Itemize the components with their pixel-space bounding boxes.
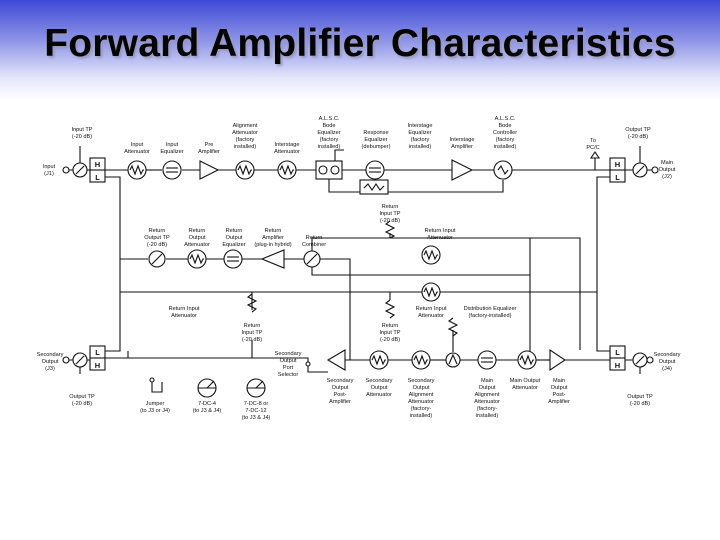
input-label: Input (J1) bbox=[42, 164, 56, 177]
svg-text:L: L bbox=[95, 348, 100, 357]
return-output-equalizer-icon bbox=[224, 250, 242, 268]
input-port-icon bbox=[63, 167, 69, 173]
secondary-left-diplex-filter bbox=[90, 346, 105, 370]
distribution-equalizer-icon bbox=[446, 353, 460, 367]
return-output-equalizer-label: Return Output Equalizer bbox=[222, 228, 246, 248]
return-input-tp-1-label: Return Input TP (-20 dB) bbox=[379, 204, 401, 224]
diplex-l-label: L bbox=[95, 173, 100, 182]
output-tp-bottom-right-label: Output TP (-20 dB) bbox=[627, 394, 653, 407]
secondary-output-right-port-icon bbox=[647, 357, 653, 363]
secondary-output-post-amplifier-icon bbox=[328, 350, 345, 370]
dc8-label: 7-DC-8 or 7-DC-12 (to J3 & J4) bbox=[241, 401, 271, 421]
output-tp-bottom-left-icon bbox=[73, 353, 87, 367]
return-amplifier-label: Return Amplifier (plug-in hybrid) bbox=[254, 228, 292, 248]
svg-text:L: L bbox=[615, 173, 620, 182]
return-input-attenuator-1-label: Return Input Attenuator bbox=[424, 228, 456, 241]
interstage-attenuator-label: Interstage Attenuator bbox=[274, 142, 300, 155]
return-input-attenuator-1-icon bbox=[422, 246, 440, 264]
input-diplex-filter bbox=[90, 158, 105, 182]
interstage-equalizer-label: Interstage Equalizer (factory installed) bbox=[407, 123, 433, 150]
secondary-output-alignment-attenuator-label: Secondary Output Alignment Attenuator (factory-installed) bbox=[407, 378, 435, 419]
slide-title: Forward Amplifier Characteristics bbox=[44, 22, 676, 65]
svg-text:L: L bbox=[615, 348, 620, 357]
secondary-output-attenuator-label: Secondary Output Attenuator bbox=[365, 378, 393, 398]
input-attenuator-icon bbox=[128, 161, 146, 179]
output-tp-bottom-right-icon bbox=[633, 353, 647, 367]
svg-text:H: H bbox=[94, 361, 101, 370]
secondary-output-left-label: Secondary Output (J3) bbox=[36, 352, 64, 372]
return-input-attenuator-2-icon bbox=[422, 283, 440, 301]
return-output-attenuator-icon bbox=[188, 250, 206, 268]
dc4-label: 7-DC-4 (to J3 & J4) bbox=[192, 401, 222, 414]
return-input-attenuator-left-label: Return Input Attenuator bbox=[168, 306, 200, 319]
svg-text:H: H bbox=[614, 160, 621, 169]
jumper-label: Jumper (to J3 or J4) bbox=[140, 401, 170, 414]
output-diplex-filter bbox=[610, 158, 625, 182]
main-output-attenuator-label: Main Output Attenuator bbox=[509, 378, 541, 391]
output-tp-top-icon bbox=[633, 163, 647, 177]
response-equalizer-label: Response Equalizer (debumper) bbox=[361, 130, 391, 150]
distribution-equalizer-label: Distribution Equalizer (factory-installed) bbox=[463, 306, 517, 319]
main-output-alignment-attenuator-label: Main Output Alignment Attenuator (factory-installed) bbox=[474, 378, 500, 419]
alignment-attenuator-icon bbox=[236, 161, 254, 179]
secondary-output-left-port-icon bbox=[63, 357, 69, 363]
input-tp-icon bbox=[73, 163, 87, 177]
alsc-bode-controller-icon bbox=[494, 161, 512, 179]
output-tp-bottom-left-label: Output TP (-20 dB) bbox=[69, 394, 95, 407]
dc8-icon bbox=[247, 379, 265, 397]
dc4-icon bbox=[198, 379, 216, 397]
pre-amplifier-label: Pre Amplifier bbox=[198, 142, 220, 155]
interstage-attenuator-icon bbox=[278, 161, 296, 179]
input-tp-label: Input TP (-20 dB) bbox=[71, 127, 93, 140]
return-output-tp-label: Return Output TP (-20 dB) bbox=[144, 228, 170, 248]
alsc-bode-equalizer-icon bbox=[316, 161, 342, 179]
alsc-bode-equalizer-label: A.L.S.C. Bode Equalizer (factory installed) bbox=[317, 116, 341, 150]
main-output-post-amplifier-icon bbox=[550, 350, 565, 370]
interstage-amplifier-label: Interstage Amplifier bbox=[449, 137, 475, 150]
return-combiner-icon bbox=[304, 251, 320, 267]
input-equalizer-icon bbox=[163, 161, 181, 179]
return-amplifier-icon bbox=[262, 250, 284, 268]
main-output-top-label: Main Output (J2) bbox=[658, 160, 676, 180]
main-output-alignment-attenuator-icon bbox=[478, 351, 496, 369]
pre-amplifier-icon bbox=[200, 161, 218, 179]
alignment-attenuator-label: Alignment Attenuator (factory installed) bbox=[232, 123, 258, 150]
alsc-bode-controller-label: A.L.S.C. Bode Controller (factory installed) bbox=[492, 116, 518, 150]
return-output-tp-icon bbox=[149, 251, 165, 267]
main-output-attenuator-icon bbox=[518, 351, 536, 369]
interstage-equalizer-icon bbox=[366, 161, 384, 179]
return-combiner-label: Return Combiner bbox=[301, 235, 327, 248]
output-tp-top-label: Output TP (-20 dB) bbox=[625, 127, 651, 140]
secondary-output-right-label: Secondary Output (J4) bbox=[653, 352, 681, 372]
main-output-port-icon bbox=[652, 167, 658, 173]
diplex-h-label: H bbox=[94, 160, 101, 169]
secondary-output-post-amplifier-label: Secondary Output Post-Amplifier bbox=[326, 378, 354, 405]
secondary-output-alignment-attenuator-icon bbox=[412, 351, 430, 369]
main-output-post-amplifier-label: Main Output Post-Amplifier bbox=[548, 378, 570, 405]
input-attenuator-label: Input Attenuator bbox=[124, 142, 150, 155]
secondary-output-attenuator-icon bbox=[370, 351, 388, 369]
secondary-output-port-selector-label: Secondary Output Port Selector bbox=[274, 351, 302, 378]
return-input-resistor-3-icon bbox=[386, 300, 394, 318]
response-equalizer-icon bbox=[360, 180, 388, 194]
interstage-amplifier-icon bbox=[452, 160, 472, 180]
return-output-attenuator-label: Return Output Attenuator bbox=[184, 228, 210, 248]
return-input-attenuator-2-label: Return Input Attenuator bbox=[415, 306, 447, 319]
return-input-tp-2-label: Return Input TP (-20 dB) bbox=[241, 323, 263, 343]
to-pcc-label: To PC/C bbox=[586, 138, 600, 151]
secondary-right-diplex-filter bbox=[610, 346, 625, 370]
input-equalizer-label: Input Equalizer bbox=[160, 142, 184, 155]
pcc-connector-icon bbox=[591, 152, 599, 158]
svg-text:H: H bbox=[614, 361, 621, 370]
port-selector-icon bbox=[306, 362, 310, 366]
jumper-icon bbox=[150, 378, 162, 392]
return-input-tp-3-label: Return Input TP (-20 dB) bbox=[379, 323, 401, 343]
